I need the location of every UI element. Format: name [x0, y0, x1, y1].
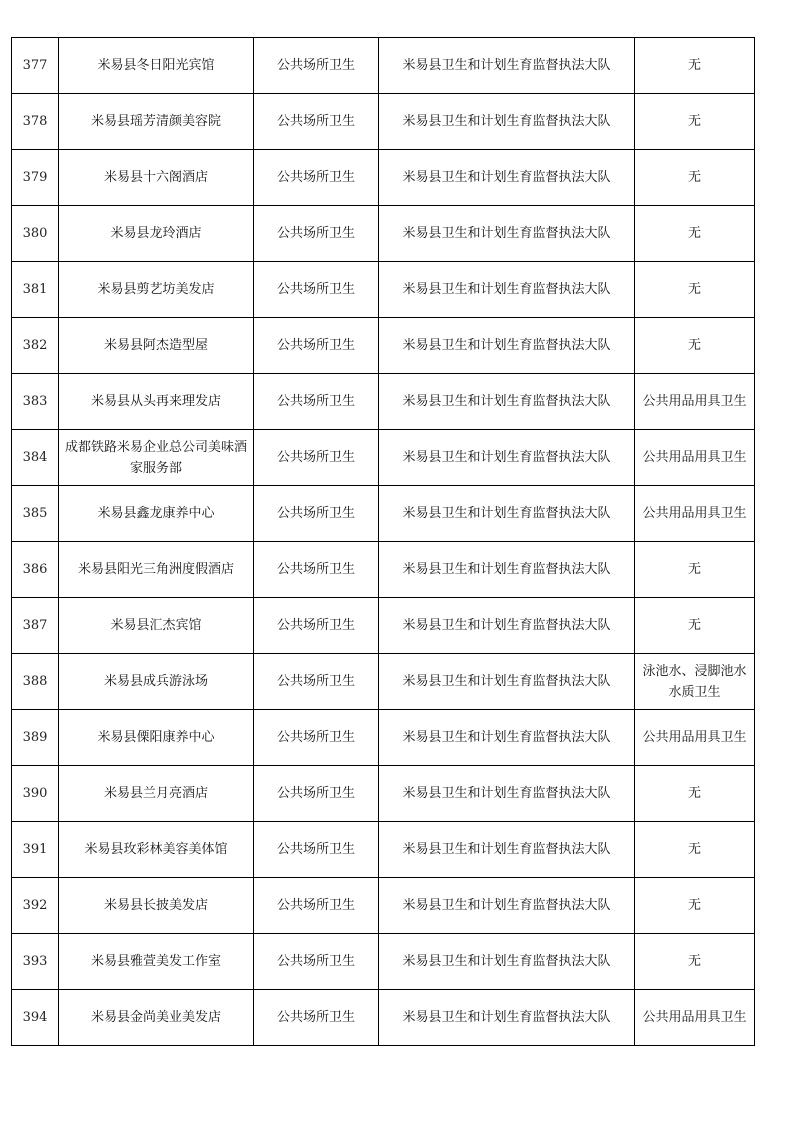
entity-name: 米易县兰月亮酒店	[59, 766, 254, 822]
table-row	[12, 374, 755, 430]
inspection-agency: 米易县卫生和计划生育监督执法大队	[379, 766, 635, 822]
inspection-category: 公共场所卫生	[254, 486, 379, 542]
inspection-agency: 米易县卫生和计划生育监督执法大队	[379, 990, 635, 1046]
table-row	[12, 598, 755, 654]
row-number: 392	[12, 878, 59, 934]
entity-name: 米易县瑶芳清颜美容院	[59, 94, 254, 150]
entity-name: 米易县剪艺坊美发店	[59, 262, 254, 318]
entity-name: 米易县鑫龙康养中心	[59, 486, 254, 542]
entity-name: 米易县十六阁酒店	[59, 150, 254, 206]
inspection-agency: 米易县卫生和计划生育监督执法大队	[379, 318, 635, 374]
entity-name: 米易县龙玲酒店	[59, 206, 254, 262]
table-body	[12, 38, 755, 1046]
inspection-agency: 米易县卫生和计划生育监督执法大队	[379, 878, 635, 934]
inspection-category: 公共场所卫生	[254, 262, 379, 318]
row-number: 380	[12, 206, 59, 262]
table-row	[12, 486, 755, 542]
inspection-note: 无	[635, 94, 755, 150]
row-number: 387	[12, 598, 59, 654]
inspection-agency: 米易县卫生和计划生育监督执法大队	[379, 486, 635, 542]
inspection-note: 无	[635, 542, 755, 598]
table-row	[12, 766, 755, 822]
row-number: 381	[12, 262, 59, 318]
inspection-agency: 米易县卫生和计划生育监督执法大队	[379, 94, 635, 150]
row-number: 385	[12, 486, 59, 542]
inspection-agency: 米易县卫生和计划生育监督执法大队	[379, 822, 635, 878]
row-number: 386	[12, 542, 59, 598]
row-number: 394	[12, 990, 59, 1046]
table-row	[12, 654, 755, 710]
inspection-category: 公共场所卫生	[254, 430, 379, 486]
row-number: 388	[12, 654, 59, 710]
inspection-note: 无	[635, 206, 755, 262]
row-number: 379	[12, 150, 59, 206]
inspection-agency: 米易县卫生和计划生育监督执法大队	[379, 934, 635, 990]
inspection-category: 公共场所卫生	[254, 822, 379, 878]
entity-name: 成都铁路米易企业总公司美味酒家服务部	[59, 430, 254, 486]
table-row	[12, 150, 755, 206]
inspection-category: 公共场所卫生	[254, 38, 379, 94]
inspection-note: 泳池水、浸脚池水水质卫生	[635, 654, 755, 710]
inspection-category: 公共场所卫生	[254, 374, 379, 430]
inspection-category: 公共场所卫生	[254, 710, 379, 766]
entity-name: 米易县玫彩林美容美体馆	[59, 822, 254, 878]
inspection-note: 公共用品用具卫生	[635, 710, 755, 766]
entity-name: 米易县傈阳康养中心	[59, 710, 254, 766]
inspection-agency: 米易县卫生和计划生育监督执法大队	[379, 430, 635, 486]
inspection-agency: 米易县卫生和计划生育监督执法大队	[379, 150, 635, 206]
inspection-category: 公共场所卫生	[254, 766, 379, 822]
inspection-agency: 米易县卫生和计划生育监督执法大队	[379, 654, 635, 710]
inspection-note: 无	[635, 598, 755, 654]
row-number: 382	[12, 318, 59, 374]
inspection-note: 无	[635, 38, 755, 94]
inspection-note: 公共用品用具卫生	[635, 990, 755, 1046]
inspection-note: 公共用品用具卫生	[635, 486, 755, 542]
table-row	[12, 38, 755, 94]
inspection-table	[11, 37, 755, 1046]
inspection-category: 公共场所卫生	[254, 94, 379, 150]
table-row	[12, 430, 755, 486]
table-row	[12, 262, 755, 318]
row-number: 393	[12, 934, 59, 990]
row-number: 383	[12, 374, 59, 430]
table-row	[12, 878, 755, 934]
inspection-agency: 米易县卫生和计划生育监督执法大队	[379, 542, 635, 598]
entity-name: 米易县长披美发店	[59, 878, 254, 934]
inspection-note: 公共用品用具卫生	[635, 430, 755, 486]
inspection-agency: 米易县卫生和计划生育监督执法大队	[379, 262, 635, 318]
inspection-category: 公共场所卫生	[254, 542, 379, 598]
entity-name: 米易县雅萱美发工作室	[59, 934, 254, 990]
inspection-note: 公共用品用具卫生	[635, 374, 755, 430]
table-row	[12, 318, 755, 374]
inspection-category: 公共场所卫生	[254, 150, 379, 206]
inspection-note: 无	[635, 822, 755, 878]
entity-name: 米易县金尚美业美发店	[59, 990, 254, 1046]
inspection-category: 公共场所卫生	[254, 598, 379, 654]
table-row	[12, 822, 755, 878]
entity-name: 米易县汇杰宾馆	[59, 598, 254, 654]
inspection-agency: 米易县卫生和计划生育监督执法大队	[379, 598, 635, 654]
inspection-category: 公共场所卫生	[254, 990, 379, 1046]
row-number: 389	[12, 710, 59, 766]
row-number: 378	[12, 94, 59, 150]
inspection-category: 公共场所卫生	[254, 878, 379, 934]
table-row	[12, 94, 755, 150]
inspection-category: 公共场所卫生	[254, 654, 379, 710]
inspection-note: 无	[635, 934, 755, 990]
inspection-agency: 米易县卫生和计划生育监督执法大队	[379, 374, 635, 430]
row-number: 377	[12, 38, 59, 94]
inspection-note: 无	[635, 150, 755, 206]
inspection-note: 无	[635, 878, 755, 934]
inspection-note: 无	[635, 766, 755, 822]
inspection-agency: 米易县卫生和计划生育监督执法大队	[379, 38, 635, 94]
inspection-agency: 米易县卫生和计划生育监督执法大队	[379, 206, 635, 262]
inspection-note: 无	[635, 318, 755, 374]
table-row	[12, 710, 755, 766]
table-row	[12, 542, 755, 598]
table-row	[12, 990, 755, 1046]
entity-name: 米易县阿杰造型屋	[59, 318, 254, 374]
inspection-category: 公共场所卫生	[254, 206, 379, 262]
inspection-category: 公共场所卫生	[254, 934, 379, 990]
inspection-category: 公共场所卫生	[254, 318, 379, 374]
inspection-note: 无	[635, 262, 755, 318]
table-row	[12, 206, 755, 262]
table-row	[12, 934, 755, 990]
inspection-agency: 米易县卫生和计划生育监督执法大队	[379, 710, 635, 766]
row-number: 390	[12, 766, 59, 822]
row-number: 384	[12, 430, 59, 486]
entity-name: 米易县成兵游泳场	[59, 654, 254, 710]
entity-name: 米易县从头再来理发店	[59, 374, 254, 430]
entity-name: 米易县阳光三角洲度假酒店	[59, 542, 254, 598]
row-number: 391	[12, 822, 59, 878]
entity-name: 米易县冬日阳光宾馆	[59, 38, 254, 94]
